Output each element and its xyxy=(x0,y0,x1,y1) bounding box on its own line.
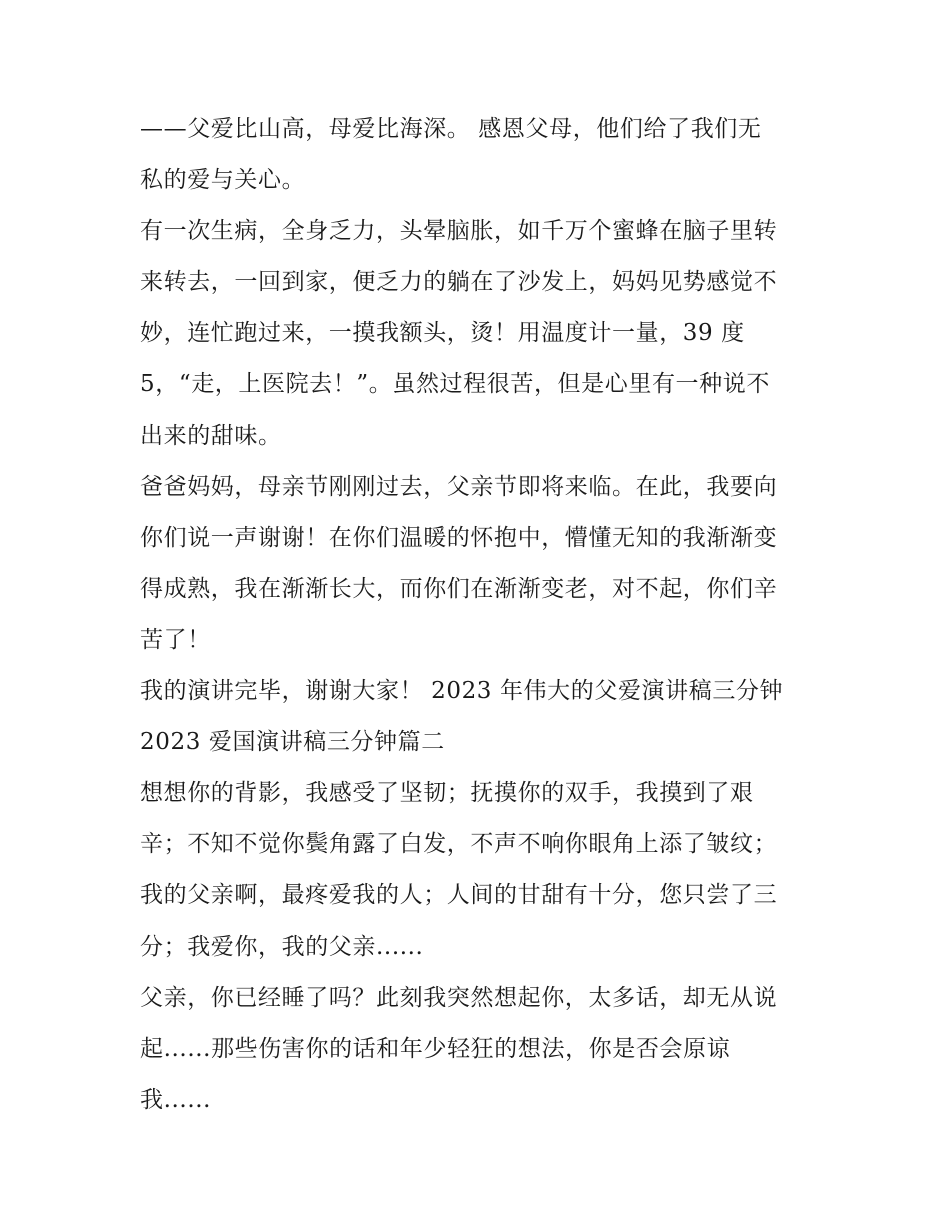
text-line: 2023 爱国演讲稿三分钟篇二 xyxy=(140,729,445,756)
text-line: 得成熟，我在渐渐长大，而你们在渐渐变老，对不起，你们辛 xyxy=(140,575,778,602)
text-line: 出来的甜味。 xyxy=(140,422,282,449)
text-line: ——父爱比山高，母爱比海深。 感恩父母，他们给了我们无 xyxy=(140,116,762,142)
text-line: 我的演讲完毕，谢谢大家！ 2023 年伟大的父爱演讲稿三分钟 xyxy=(140,678,784,705)
text-line: 来转去，一回到家，便乏力的躺在了沙发上，妈妈见势感觉不 xyxy=(140,269,778,296)
text-line: 有一次生病，全身乏力，头晕脑胀，如千万个蜜蜂在脑子里转 xyxy=(140,218,778,245)
text-line: 我的父亲啊，最疼爱我的人；人间的甘甜有十分，您只尝了三 xyxy=(140,882,778,909)
text-line: 私的爱与关心。 xyxy=(140,167,306,194)
text-line: 想想你的背影，我感受了坚韧；抚摸你的双手，我摸到了艰 xyxy=(140,780,754,807)
text-line: 起......那些伤害你的话和年少轻狂的想法，你是否会原谅 xyxy=(140,1035,731,1062)
text-line: 苦了！ xyxy=(140,626,211,653)
text-line: 我...... xyxy=(140,1086,212,1113)
text-line: 辛；不知不觉你鬓角露了白发，不声不响你眼角上添了皱纹； xyxy=(140,831,778,858)
text-line: 你们说一声谢谢！在你们温暖的怀抱中，懵懂无知的我渐渐变 xyxy=(140,524,778,551)
text-line: 5，“走，上医院去！”。虽然过程很苦，但是心里有一种说不 xyxy=(140,371,770,398)
text-line: 分；我爱你，我的父亲...... xyxy=(140,933,424,960)
text-line: 爸爸妈妈，母亲节刚刚过去，父亲节即将来临。在此，我要向 xyxy=(140,473,778,500)
document-body xyxy=(140,104,830,1126)
text-line: 妙，连忙跑过来，一摸我额头，烫！用温度计一量，39 度 xyxy=(140,320,745,347)
text-line: 父亲，你已经睡了吗？此刻我突然想起你，太多话，却无从说 xyxy=(140,984,778,1011)
